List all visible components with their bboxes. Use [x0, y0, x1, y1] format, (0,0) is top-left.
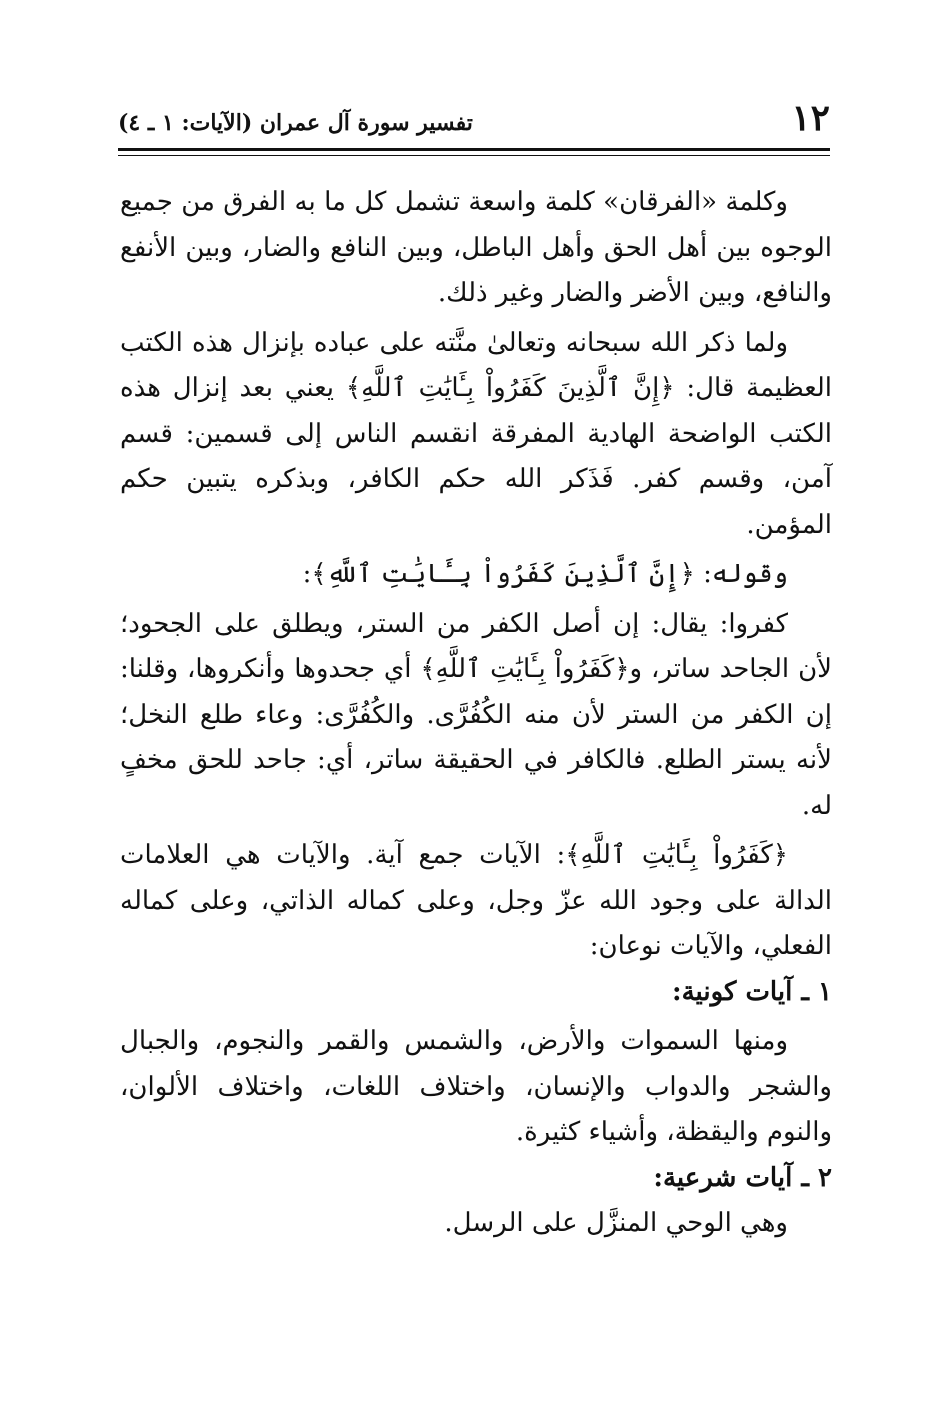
paragraph-ayat-meaning: ﴿كَفَرُواْ بِـَٔايَٰتِ ٱللَّهِ﴾: الآيات جمع آية. والآيات هي العلامات الدالة على وجود الله عزّ وجل، وعلى كماله الذاتي، وعلى كماله الفعلي، والآيات نوعان:	[120, 840, 832, 961]
page-number: ١٢	[791, 97, 830, 139]
paragraph-kufr-meaning: كفروا: يقال: إن أصل الكفر من الستر، ويطلق على الجحود؛ لأن الجاحد ساتر، و﴿كَفَرُواْ بِـَٔايَٰتِ ٱللَّهِ﴾ أي جحدوها وأنكروها، وقلنا: إن الكفر من الستر لأن منه الكُفُرَّى. والكُفُرَّى: وعاء طلع النخل؛ لأنه يستر الطلع. فالكافر في الحقيقة ساتر، أي: جاحد للحق مخفٍ له.	[120, 608, 832, 821]
heading-cosmic-signs: ١ ـ آيات كونية:	[671, 976, 832, 1007]
running-title: تفسير سورة آل عمران (الآيات: ١ ـ ٤)	[118, 110, 473, 136]
paragraph-cosmic-signs: ومنها السموات والأرض، والشمس والقمر والنجوم، والجبال والشجر والدواب والإنسان، واختلاف اللغات، واختلاف الألوان، والنوم واليقظة، وأشياء كثيرة.	[120, 1026, 832, 1147]
paragraph-furqan: وكلمة «الفرقان» كلمة واسعة تشمل كل ما به الفرق من جميع الوجوه بين أهل الحق وأهل الباطل، وبين النافع والضار، وبين الأنفع والنافع، وبين الأضر والضار وغير ذلك.	[120, 187, 832, 308]
body-text	[120, 180, 832, 1247]
heading-legal-signs: ٢ ـ آيات شرعية:	[653, 1162, 832, 1193]
paragraph-verse-intro: وقوله: ﴿إِنَّ ٱلَّذِينَ كَفَرُواْ بِـَٔايَٰتِ ٱللَّهِ﴾:	[302, 559, 788, 589]
page-header	[118, 96, 830, 146]
paragraph-legal-signs: وهي الوحي المنزَّل على الرسل.	[444, 1208, 788, 1238]
paragraph-revelation: ولما ذكر الله سبحانه وتعالىٰ منَّته على عباده بإنزال هذه الكتب العظيمة قال: ﴿إِنَّ ٱلَّذِينَ كَفَرُواْ بِـَٔايَٰتِ ٱللَّهِ﴾ يعني بعد إنزال هذه الكتب الواضحة الهادية المفرقة انقسم الناس إلى قسمين: قسم آمن، وقسم كفر. فَذَكر الله حكم الكافر، وبذكره يتبين حكم المؤمن.	[120, 327, 832, 540]
header-rule-thick	[118, 148, 830, 151]
header-rule-thin	[118, 155, 830, 156]
